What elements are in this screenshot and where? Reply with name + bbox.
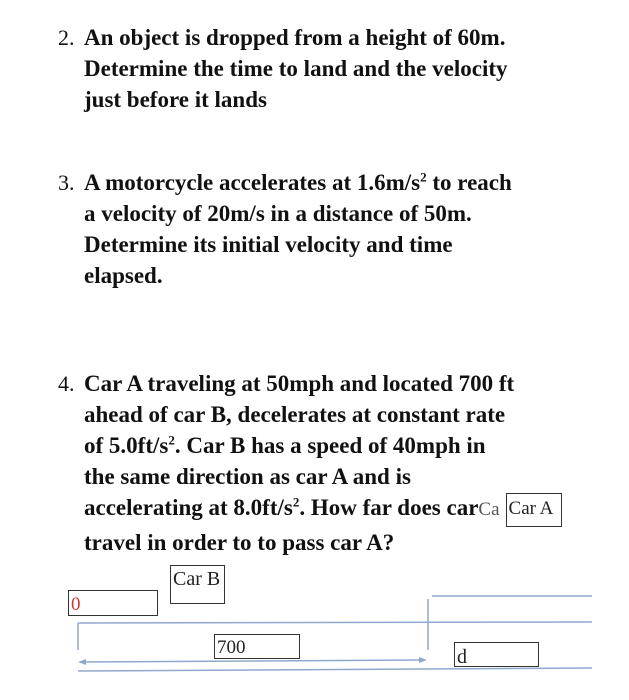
lane-line-bottom [78, 668, 592, 671]
problem-number: 3. [58, 170, 75, 195]
problem-line: Car A traveling at 50mph and located 700 ft [84, 371, 515, 396]
problem-4 [58, 368, 618, 558]
arrowhead-right-icon [419, 657, 427, 663]
problem-3 [58, 167, 618, 291]
problem-line: just before it lands [84, 87, 267, 112]
distance-d-label-box: d [454, 642, 539, 667]
lane-line-middle [78, 622, 592, 623]
problem-line: travel in order to to pass car A? [84, 529, 395, 555]
start-position-label-box: 0 [68, 590, 158, 616]
text-segment: of 5.0ft/s [84, 433, 169, 458]
problem-line: Determine the time to land and the velocity [84, 56, 508, 81]
superscript: 2 [168, 432, 175, 448]
problem-line [84, 430, 618, 461]
problem-line: Determine its initial velocity and time [84, 232, 453, 257]
text-segment: accelerating at 8.0ft/s [84, 495, 293, 520]
problem-text [84, 368, 618, 558]
superscript: 2 [292, 494, 300, 510]
problem-text [84, 167, 618, 291]
car-a-overlap-text: Ca [478, 499, 500, 520]
car-b-label-box: Car B [170, 565, 225, 604]
problem-2 [58, 22, 618, 115]
problem-line: the same direction as car A and is [84, 464, 411, 489]
gap-distance-label-box: 700 [214, 634, 300, 659]
problem-line: An object is dropped from a height of 60m. [84, 25, 506, 50]
text-segment: to reach [426, 170, 512, 195]
problem-number: 2. [58, 25, 75, 50]
problem-line [84, 167, 618, 198]
problem-line [84, 492, 618, 527]
problem-number: 4. [58, 371, 75, 396]
car-a-label-box: Car A [506, 493, 562, 527]
arrowhead-left-icon [78, 659, 86, 665]
text-segment: A motorcycle accelerates at 1.6m/s [84, 170, 421, 195]
problem-line: a velocity of 20m/s in a distance of 50m. [84, 201, 472, 226]
superscript: 2 [420, 169, 427, 185]
text-segment: . How far does car [299, 495, 479, 520]
problem-text [84, 22, 618, 115]
problem-line: ahead of car B, decelerates at constant rate [84, 402, 506, 427]
text-segment: . Car B has a speed of 40mph in [174, 433, 486, 458]
gap-dimension-arrow [80, 660, 424, 662]
car-a-annotation [478, 493, 561, 527]
problem-line: elapsed. [84, 263, 163, 288]
